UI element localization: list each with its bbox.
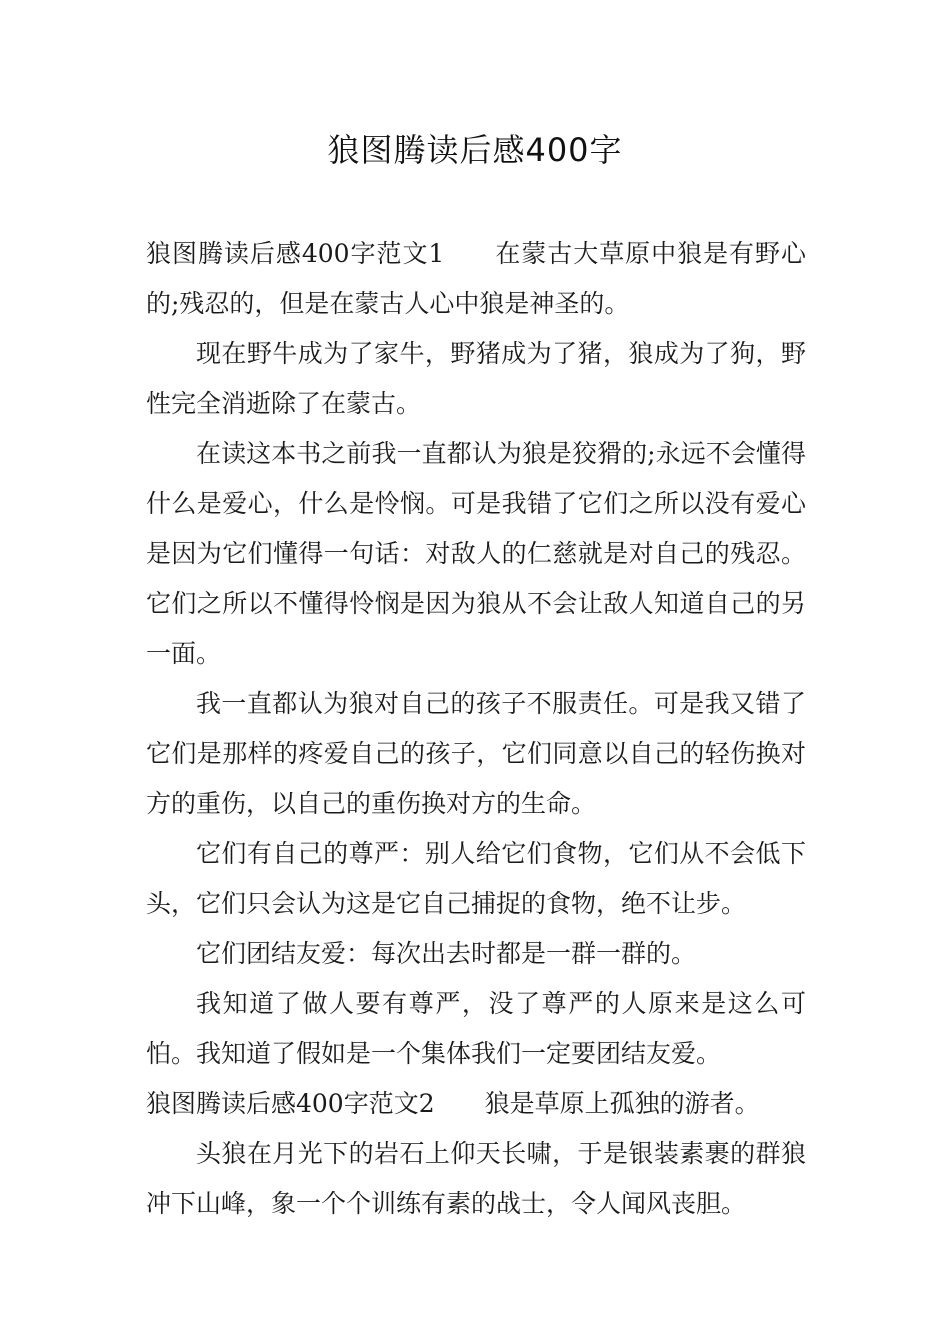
- document-title: 狼图腾读后感400字: [327, 131, 623, 169]
- paragraph: 我一直都认为狼对自己的孩子不服责任。可是我又错了它们是那样的疼爱自己的孩子，它们同意以自己的轻伤换对方的重伤，以自己的重伤换对方的生命。: [146, 689, 806, 818]
- section-2-intro: [146, 1079, 806, 1129]
- section-2-lead: 狼是草原上孤独的游者。: [484, 1089, 760, 1118]
- paragraph: 它们有自己的尊严：别人给它们食物，它们从不会低下头，它们只会认为这是它自己捕捉的食物，绝不让步。: [146, 839, 806, 918]
- section-2-label: 狼图腾读后感400字范文2: [146, 1089, 435, 1118]
- document-body: [146, 229, 806, 1229]
- section-1-lead: 在蒙古大草原中狼是有野心的;残忍的，但是在蒙古人心中狼是神圣的。: [146, 239, 806, 318]
- section-1-label: 狼图腾读后感400字范文1: [146, 239, 445, 268]
- paragraph: 它们团结友爱：每次出去时都是一群一群的。: [196, 939, 697, 968]
- section-1-intro: [146, 229, 806, 329]
- paragraph: 我知道了做人要有尊严，没了尊严的人原来是这么可怕。我知道了假如是一个集体我们一定要团结友爱。: [146, 989, 806, 1068]
- paragraph: 现在野牛成为了家牛，野猪成为了猪，狼成为了狗，野性完全消逝除了在蒙古。: [146, 339, 806, 418]
- paragraph: 在读这本书之前我一直都认为狼是狡猾的;永远不会懂得什么是爱心，什么是怜悯。可是我错了它们之所以没有爱心是因为它们懂得一句话：对敌人的仁慈就是对自己的残忍。它们之所以不懂得怜悯是因为狼从不会让敌人知道自己的另一面。: [146, 439, 806, 668]
- paragraph: 头狼在月光下的岩石上仰天长啸，于是银装素裹的群狼冲下山峰，象一个个训练有素的战士，令人闻风丧胆。: [146, 1139, 806, 1218]
